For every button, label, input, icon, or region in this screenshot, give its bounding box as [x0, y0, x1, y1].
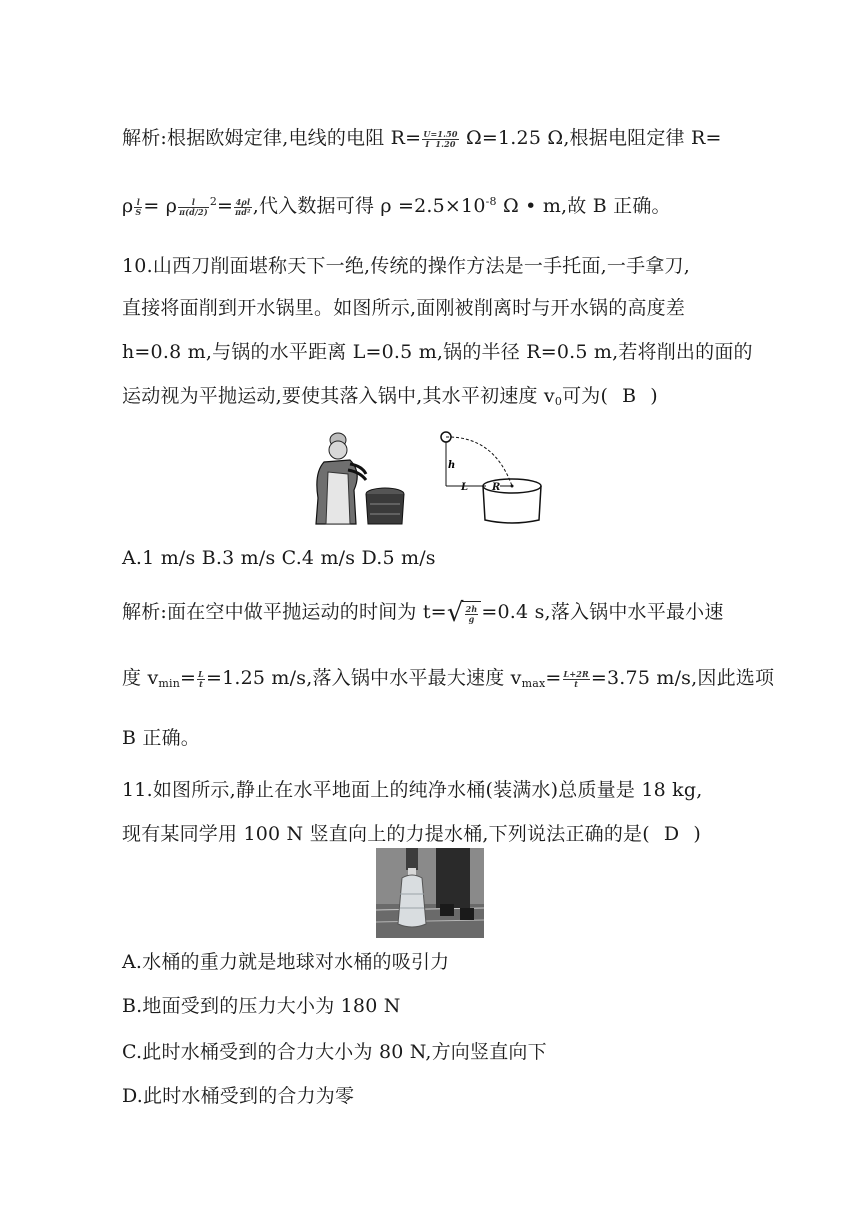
rho-symbol: ρ [122, 195, 134, 217]
analysis9-line2 [122, 190, 671, 218]
q11-option-b: B.地面受到的压力大小为 180 N [122, 995, 401, 1017]
frac-t2: t [574, 678, 579, 689]
water-bucket-photo [376, 848, 484, 938]
frac-u: U [423, 128, 431, 139]
eq1: = ρ [143, 195, 178, 217]
analysis9-unit: Ω • m,故 B 正确。 [496, 195, 671, 217]
q11-option-a: A.水桶的重力就是地球对水桶的吸引力 [122, 951, 450, 973]
chef-illustration [304, 428, 410, 528]
square-exp: 2 [209, 195, 218, 208]
q10-answer: B [622, 385, 637, 407]
q11-option-d: D.此时水桶受到的合力为零 [122, 1085, 355, 1107]
label-R: R [492, 482, 501, 493]
q11-line2 [122, 822, 701, 846]
analysis10-l1-prefix: 解析:面在空中做平抛运动的时间为 t= [122, 601, 447, 623]
fraction-l-over-area [178, 198, 209, 217]
q11-line1: 11.如图所示,静止在水平地面上的纯净水桶(装满水)总质量是 18 kg, [122, 779, 703, 801]
analysis9-line1 [122, 126, 722, 150]
analysis10-line3: B 正确。 [122, 727, 201, 749]
sqrt-body [462, 601, 482, 626]
frac-4rhol: 4ρl [235, 196, 251, 207]
frac-i-val: 1.20 [435, 138, 456, 149]
q11-line2-prefix: 现有某同学用 100 N 竖直向上的力提水桶,下列说法正确的是( [122, 823, 650, 845]
frac-u-val: 1.50 [437, 128, 458, 139]
analysis9-tail: ,代入数据可得 ρ =2.5×10 [252, 195, 486, 217]
frac-s: S [135, 206, 142, 217]
frac-l: l [134, 198, 142, 208]
fraction-4rhol-over-pid2 [234, 198, 252, 217]
analysis10-l2a: 度 v [122, 667, 159, 689]
analysis9-prefix: 解析:根据欧姆定律,电线的电阻 R= [122, 127, 422, 149]
q10-line1: 10.山西刀削面堪称天下一绝,传统的操作方法是一手托面,一手拿刀, [122, 255, 690, 277]
eq2: = [217, 195, 234, 217]
frac-l2: l [178, 198, 209, 208]
vmin-subscript: min [158, 677, 181, 690]
q10-last-prefix: 运动视为平抛运动,要使其落入锅中,其水平初速度 v [122, 385, 555, 407]
q10-paren-close: ) [650, 385, 658, 407]
q10-line3: h=0.8 m,与锅的水平距离 L=0.5 m,锅的半径 R=0.5 m,若将削出的面的 [122, 341, 753, 363]
frac-pi-d: π(d/2) [179, 206, 208, 217]
fraction-u-over-i: $\frac{U=1.50}{I 1.20}$ [423, 128, 458, 149]
analysis10-line1 [122, 600, 724, 626]
fraction-L2R-over-t [563, 670, 590, 689]
projectile-diagram [436, 428, 548, 526]
frac-g: g [468, 614, 475, 624]
q10-line4 [122, 384, 658, 414]
eq-max: = [545, 667, 562, 689]
q10-options: A.1 m/s B.3 m/s C.4 m/s D.5 m/s [122, 547, 436, 569]
frac-2h: 2h [465, 604, 478, 614]
q11-option-c: C.此时水桶受到的合力大小为 80 N,方向竖直向下 [122, 1041, 547, 1063]
label-h: h [448, 460, 456, 471]
analysis10-line2 [122, 666, 774, 696]
q11-paren-close: ) [693, 823, 701, 845]
analysis9-result: Ω=1.25 Ω,根据电阻定律 R= [459, 127, 722, 149]
analysis10-l2c: =3.75 m/s,因此选项 [590, 667, 775, 689]
analysis10-l2b: =1.25 m/s,落入锅中水平最大速度 v [205, 667, 522, 689]
eq-min: = [180, 667, 197, 689]
sqrt-sign: √ [446, 598, 464, 628]
frac-L: L [198, 668, 204, 679]
v0-subscript: 0 [554, 395, 563, 408]
analysis10-l1-suffix: =0.4 s,落入锅中水平最小速 [481, 601, 724, 623]
exponent: -8 [485, 195, 497, 208]
fraction-l-over-s [134, 198, 142, 217]
fraction-L-over-t [197, 670, 205, 689]
frac-t: t [199, 678, 203, 689]
fraction-2h-over-g [465, 605, 479, 624]
q11-answer: D [663, 823, 680, 845]
frac-i: I [425, 138, 430, 149]
vmax-subscript: max [521, 677, 546, 690]
label-L: L [461, 482, 469, 493]
frac-L2R: L+2R [563, 668, 589, 679]
q10-line2: 直接将面削到开水锅里。如图所示,面刚被削离时与开水锅的高度差 [122, 297, 686, 319]
frac-pid2: πd² [235, 206, 251, 217]
q10-paren-open: 可为( [562, 385, 609, 407]
